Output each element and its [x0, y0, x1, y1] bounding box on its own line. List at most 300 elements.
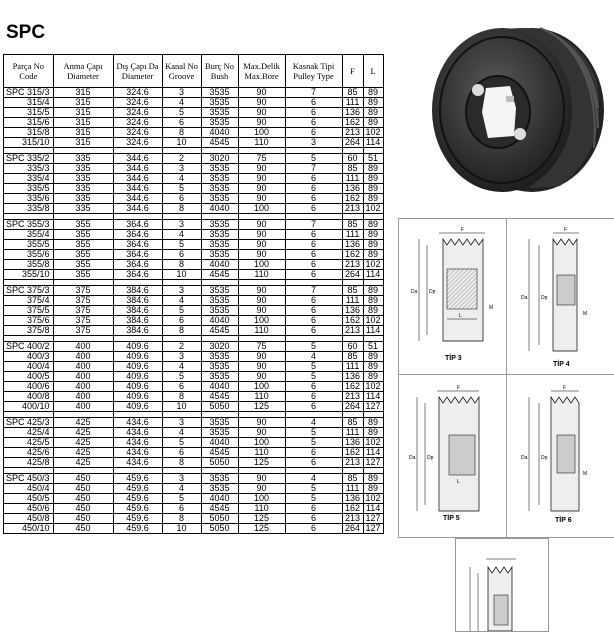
cell-code: 425/4	[4, 428, 54, 438]
cell-f: 85	[342, 286, 363, 296]
cell-diameter: 315	[53, 98, 113, 108]
table-row	[4, 438, 384, 448]
cell-groove: 5	[162, 372, 201, 382]
header-outer-en: Diameter	[121, 71, 154, 81]
cell-l: 127	[363, 458, 383, 468]
header-diameter	[53, 55, 113, 88]
cell-max-bore: 90	[238, 418, 285, 428]
cell-pulley-type: 6	[285, 504, 342, 514]
cell-groove: 4	[162, 362, 201, 372]
cell-groove: 3	[162, 164, 201, 174]
cell-diameter: 450	[53, 474, 113, 484]
cell-outer-diameter: 459.6	[113, 504, 162, 514]
cell-code: 315/10	[4, 138, 54, 148]
table-row	[4, 494, 384, 504]
cell-groove: 8	[162, 204, 201, 214]
header-type-en: Pulley Type	[293, 71, 334, 81]
table-row	[4, 88, 384, 98]
diagram-tip4	[506, 218, 614, 376]
cell-l: 89	[363, 98, 383, 108]
cell-l: 89	[363, 306, 383, 316]
cell-pulley-type: 5	[285, 362, 342, 372]
cell-diameter: 450	[53, 524, 113, 534]
cell-l: 102	[363, 494, 383, 504]
cell-groove: 6	[162, 504, 201, 514]
diagram-tip-extra	[455, 538, 549, 632]
cell-code: SPC 450/3	[4, 474, 54, 484]
cell-pulley-type: 6	[285, 402, 342, 412]
cell-code: 375/8	[4, 326, 54, 336]
cell-max-bore: 90	[238, 164, 285, 174]
cell-outer-diameter: 434.6	[113, 448, 162, 458]
cell-bush: 3535	[201, 250, 238, 260]
cell-f: 213	[342, 458, 363, 468]
cell-pulley-type: 6	[285, 128, 342, 138]
cell-pulley-type: 6	[285, 326, 342, 336]
cell-groove: 3	[162, 286, 201, 296]
cell-f: 85	[342, 88, 363, 98]
svg-text:Da: Da	[409, 455, 416, 461]
table-row	[4, 240, 384, 250]
cell-groove: 8	[162, 514, 201, 524]
table-row	[4, 504, 384, 514]
table-row	[4, 184, 384, 194]
table-row	[4, 260, 384, 270]
header-bush-tr: Burç No	[205, 61, 235, 71]
table-row	[4, 484, 384, 494]
cell-l: 89	[363, 194, 383, 204]
cell-groove: 2	[162, 154, 201, 164]
diagram-panel	[398, 218, 614, 536]
svg-text:Dp: Dp	[429, 289, 436, 295]
cell-max-bore: 125	[238, 458, 285, 468]
table-row	[4, 448, 384, 458]
cell-outer-diameter: 459.6	[113, 484, 162, 494]
cell-diameter: 400	[53, 362, 113, 372]
cell-l: 89	[363, 428, 383, 438]
cell-l: 102	[363, 316, 383, 326]
svg-text:F: F	[564, 227, 568, 233]
table-row	[4, 194, 384, 204]
svg-text:Da: Da	[411, 289, 418, 295]
svg-text:F: F	[457, 385, 461, 391]
svg-text:Dp: Dp	[427, 455, 434, 461]
cell-f: 111	[342, 98, 363, 108]
header-groove-tr: Kanal No	[165, 61, 198, 71]
cell-max-bore: 110	[238, 326, 285, 336]
cell-outer-diameter: 434.6	[113, 428, 162, 438]
cell-max-bore: 90	[238, 372, 285, 382]
cell-f: 85	[342, 220, 363, 230]
cell-f: 264	[342, 270, 363, 280]
cell-groove: 4	[162, 484, 201, 494]
cell-pulley-type: 7	[285, 88, 342, 98]
cell-max-bore: 90	[238, 352, 285, 362]
cell-pulley-type: 6	[285, 260, 342, 270]
cell-pulley-type: 6	[285, 240, 342, 250]
header-code-en: Code	[19, 71, 38, 81]
cell-max-bore: 110	[238, 138, 285, 148]
cell-pulley-type: 3	[285, 138, 342, 148]
cell-groove: 6	[162, 194, 201, 204]
cell-max-bore: 125	[238, 402, 285, 412]
cell-diameter: 335	[53, 184, 113, 194]
table-row	[4, 128, 384, 138]
cell-outer-diameter: 459.6	[113, 474, 162, 484]
cell-l: 89	[363, 108, 383, 118]
cell-l: 51	[363, 342, 383, 352]
cell-bush: 3535	[201, 184, 238, 194]
cell-groove: 8	[162, 392, 201, 402]
cell-diameter: 400	[53, 402, 113, 412]
cell-pulley-type: 4	[285, 352, 342, 362]
cell-diameter: 375	[53, 326, 113, 336]
cell-bush: 3535	[201, 306, 238, 316]
cell-code: 355/6	[4, 250, 54, 260]
table-row	[4, 108, 384, 118]
cell-l: 89	[363, 372, 383, 382]
cell-max-bore: 90	[238, 484, 285, 494]
cell-groove: 10	[162, 402, 201, 412]
cell-diameter: 400	[53, 342, 113, 352]
cell-outer-diameter: 459.6	[113, 514, 162, 524]
table-row	[4, 342, 384, 352]
cell-groove: 10	[162, 138, 201, 148]
cell-l: 89	[363, 418, 383, 428]
cell-pulley-type: 7	[285, 286, 342, 296]
cell-groove: 6	[162, 448, 201, 458]
cell-l: 114	[363, 138, 383, 148]
cell-pulley-type: 6	[285, 382, 342, 392]
cell-bush: 3535	[201, 230, 238, 240]
cell-pulley-type: 6	[285, 184, 342, 194]
cell-code: 400/3	[4, 352, 54, 362]
cell-pulley-type: 6	[285, 392, 342, 402]
cell-outer-diameter: 384.6	[113, 296, 162, 306]
cell-max-bore: 90	[238, 286, 285, 296]
cell-pulley-type: 6	[285, 296, 342, 306]
cell-code: 425/8	[4, 458, 54, 468]
cell-f: 111	[342, 484, 363, 494]
cell-outer-diameter: 409.6	[113, 342, 162, 352]
cell-diameter: 355	[53, 230, 113, 240]
tip-extra-drawing	[456, 539, 548, 631]
cell-outer-diameter: 364.6	[113, 270, 162, 280]
cell-bush: 3020	[201, 342, 238, 352]
cell-outer-diameter: 409.6	[113, 362, 162, 372]
cell-groove: 6	[162, 250, 201, 260]
cell-max-bore: 90	[238, 240, 285, 250]
cell-diameter: 355	[53, 270, 113, 280]
cell-max-bore: 90	[238, 118, 285, 128]
header-bore-tr: Max.Delik	[243, 61, 280, 71]
cell-f: 162	[342, 118, 363, 128]
cell-outer-diameter: 344.6	[113, 184, 162, 194]
svg-text:F: F	[563, 385, 567, 391]
cell-l: 89	[363, 118, 383, 128]
cell-outer-diameter: 344.6	[113, 154, 162, 164]
table-row	[4, 316, 384, 326]
cell-bush: 5050	[201, 402, 238, 412]
cell-l: 51	[363, 154, 383, 164]
cell-groove: 5	[162, 184, 201, 194]
cell-f: 162	[342, 250, 363, 260]
diagram-tip3	[398, 218, 508, 376]
cell-bush: 3535	[201, 428, 238, 438]
cell-code: 355/10	[4, 270, 54, 280]
cell-pulley-type: 5	[285, 438, 342, 448]
cell-bush: 4545	[201, 504, 238, 514]
header-code	[4, 55, 54, 88]
cell-max-bore: 90	[238, 250, 285, 260]
cell-bush: 3535	[201, 484, 238, 494]
cell-bush: 4040	[201, 128, 238, 138]
cell-bush: 5050	[201, 524, 238, 534]
tip6-drawing	[507, 375, 614, 537]
cell-bush: 5050	[201, 514, 238, 524]
cell-outer-diameter: 459.6	[113, 524, 162, 534]
svg-text:F: F	[461, 227, 465, 233]
cell-max-bore: 90	[238, 230, 285, 240]
cell-max-bore: 100	[238, 494, 285, 504]
cell-outer-diameter: 434.6	[113, 438, 162, 448]
cell-code: 450/5	[4, 494, 54, 504]
table-row	[4, 204, 384, 214]
cell-outer-diameter: 344.6	[113, 164, 162, 174]
table-row	[4, 250, 384, 260]
cell-max-bore: 90	[238, 306, 285, 316]
table-row	[4, 270, 384, 280]
cell-diameter: 335	[53, 194, 113, 204]
cell-pulley-type: 6	[285, 98, 342, 108]
table-row	[4, 118, 384, 128]
header-max-bore	[238, 55, 285, 88]
cell-l: 89	[363, 352, 383, 362]
cell-pulley-type: 5	[285, 154, 342, 164]
cell-code: 375/4	[4, 296, 54, 306]
cell-f: 85	[342, 352, 363, 362]
cell-pulley-type: 6	[285, 306, 342, 316]
cell-f: 136	[342, 184, 363, 194]
cell-diameter: 425	[53, 428, 113, 438]
spec-table	[3, 54, 384, 534]
cell-outer-diameter: 384.6	[113, 306, 162, 316]
cell-groove: 6	[162, 382, 201, 392]
cell-f: 162	[342, 504, 363, 514]
cell-pulley-type: 4	[285, 418, 342, 428]
cell-l: 89	[363, 88, 383, 98]
cell-code: 450/8	[4, 514, 54, 524]
cell-bush: 4040	[201, 204, 238, 214]
cell-diameter: 335	[53, 204, 113, 214]
cell-l: 89	[363, 484, 383, 494]
cell-groove: 4	[162, 174, 201, 184]
cell-outer-diameter: 384.6	[113, 286, 162, 296]
cell-diameter: 375	[53, 316, 113, 326]
cell-diameter: 335	[53, 174, 113, 184]
cell-f: 111	[342, 230, 363, 240]
tip5-drawing	[399, 375, 507, 537]
pulley-bolt-hole	[514, 128, 526, 140]
table-row	[4, 220, 384, 230]
header-bush	[201, 55, 238, 88]
header-type-tr: Kasnak Tipi	[292, 61, 335, 71]
cell-max-bore: 100	[238, 316, 285, 326]
diagram-tip5-label: TİP 5	[443, 515, 460, 522]
cell-max-bore: 100	[238, 128, 285, 138]
cell-bush: 3535	[201, 220, 238, 230]
cell-max-bore: 90	[238, 428, 285, 438]
cell-l: 127	[363, 514, 383, 524]
cell-groove: 2	[162, 342, 201, 352]
cell-bush: 4545	[201, 392, 238, 402]
cell-l: 114	[363, 326, 383, 336]
header-outer-tr: Dış Çapı Da	[116, 61, 159, 71]
cell-code: SPC 355/3	[4, 220, 54, 230]
cell-diameter: 400	[53, 382, 113, 392]
cell-diameter: 450	[53, 514, 113, 524]
cell-bush: 3535	[201, 240, 238, 250]
cell-l: 89	[363, 286, 383, 296]
cell-pulley-type: 6	[285, 230, 342, 240]
cell-l: 89	[363, 250, 383, 260]
cell-bush: 3535	[201, 88, 238, 98]
svg-text:Da: Da	[521, 295, 528, 301]
cell-f: 213	[342, 128, 363, 138]
cell-pulley-type: 5	[285, 484, 342, 494]
cell-code: 375/6	[4, 316, 54, 326]
cell-code: 425/6	[4, 448, 54, 458]
pulley-bolt-hole	[472, 84, 484, 96]
cell-code: 315/5	[4, 108, 54, 118]
cell-diameter: 400	[53, 352, 113, 362]
cell-pulley-type: 6	[285, 174, 342, 184]
cell-diameter: 355	[53, 240, 113, 250]
diagram-tip3-label: TİP 3	[445, 355, 462, 362]
cell-diameter: 315	[53, 108, 113, 118]
cell-code: SPC 400/2	[4, 342, 54, 352]
table-row	[4, 402, 384, 412]
cell-f: 111	[342, 428, 363, 438]
cell-groove: 3	[162, 474, 201, 484]
cell-groove: 8	[162, 128, 201, 138]
cell-diameter: 375	[53, 296, 113, 306]
table-row	[4, 458, 384, 468]
cell-f: 136	[342, 494, 363, 504]
cell-f: 111	[342, 296, 363, 306]
cell-code: 450/10	[4, 524, 54, 534]
svg-text:Da: Da	[521, 455, 528, 461]
cell-l: 89	[363, 220, 383, 230]
cell-code: 315/8	[4, 128, 54, 138]
cell-code: 335/8	[4, 204, 54, 214]
cell-max-bore: 110	[238, 448, 285, 458]
cell-diameter: 315	[53, 118, 113, 128]
cell-outer-diameter: 324.6	[113, 108, 162, 118]
cell-pulley-type: 6	[285, 270, 342, 280]
cell-code: SPC 335/2	[4, 154, 54, 164]
cell-bush: 4040	[201, 494, 238, 504]
header-diameter-en: Diameter	[67, 71, 99, 81]
cell-groove: 3	[162, 352, 201, 362]
cell-max-bore: 100	[238, 204, 285, 214]
cell-outer-diameter: 324.6	[113, 98, 162, 108]
cell-f: 85	[342, 418, 363, 428]
diagram-tip6-label: TİP 6	[555, 517, 572, 524]
cell-diameter: 425	[53, 448, 113, 458]
header-groove	[162, 55, 201, 88]
cell-pulley-type: 6	[285, 316, 342, 326]
cell-groove: 4	[162, 98, 201, 108]
cell-outer-diameter: 434.6	[113, 458, 162, 468]
cell-max-bore: 100	[238, 382, 285, 392]
cell-outer-diameter: 364.6	[113, 230, 162, 240]
table-row	[4, 286, 384, 296]
table-row	[4, 392, 384, 402]
cell-f: 136	[342, 306, 363, 316]
cell-max-bore: 90	[238, 194, 285, 204]
cell-max-bore: 90	[238, 174, 285, 184]
cell-max-bore: 90	[238, 474, 285, 484]
cell-outer-diameter: 324.6	[113, 88, 162, 98]
table-row	[4, 138, 384, 148]
cell-outer-diameter: 459.6	[113, 494, 162, 504]
table-row	[4, 296, 384, 306]
header-pulley-type	[285, 55, 342, 88]
cell-bush: 4040	[201, 260, 238, 270]
cell-diameter: 375	[53, 306, 113, 316]
cell-max-bore: 90	[238, 296, 285, 306]
table-row	[4, 306, 384, 316]
table-row	[4, 98, 384, 108]
header-bore-en: Max.Bore	[244, 71, 279, 81]
cell-l: 114	[363, 448, 383, 458]
pulley-bore	[482, 86, 516, 138]
cell-max-bore: 125	[238, 524, 285, 534]
cell-outer-diameter: 384.6	[113, 316, 162, 326]
cell-groove: 5	[162, 438, 201, 448]
cell-f: 162	[342, 448, 363, 458]
cell-outer-diameter: 364.6	[113, 250, 162, 260]
cell-code: 335/4	[4, 174, 54, 184]
cell-outer-diameter: 324.6	[113, 128, 162, 138]
table-row	[4, 428, 384, 438]
cell-groove: 3	[162, 88, 201, 98]
cell-outer-diameter: 384.6	[113, 326, 162, 336]
diagram-tip4-label: TİP 4	[553, 361, 570, 368]
cell-code: 400/4	[4, 362, 54, 372]
cell-bush: 3535	[201, 98, 238, 108]
cell-l: 102	[363, 204, 383, 214]
cell-l: 89	[363, 230, 383, 240]
svg-text:M: M	[583, 311, 588, 317]
cell-bush: 3535	[201, 418, 238, 428]
cell-diameter: 400	[53, 392, 113, 402]
cell-f: 162	[342, 382, 363, 392]
cell-max-bore: 90	[238, 184, 285, 194]
cell-groove: 4	[162, 230, 201, 240]
cell-code: 315/6	[4, 118, 54, 128]
cell-bush: 3020	[201, 154, 238, 164]
svg-text:L: L	[457, 479, 460, 485]
cell-groove: 5	[162, 306, 201, 316]
cell-l: 89	[363, 474, 383, 484]
cell-f: 136	[342, 108, 363, 118]
svg-text:M: M	[583, 471, 588, 477]
cell-f: 264	[342, 138, 363, 148]
cell-pulley-type: 6	[285, 194, 342, 204]
page-title: SPC	[6, 22, 46, 43]
